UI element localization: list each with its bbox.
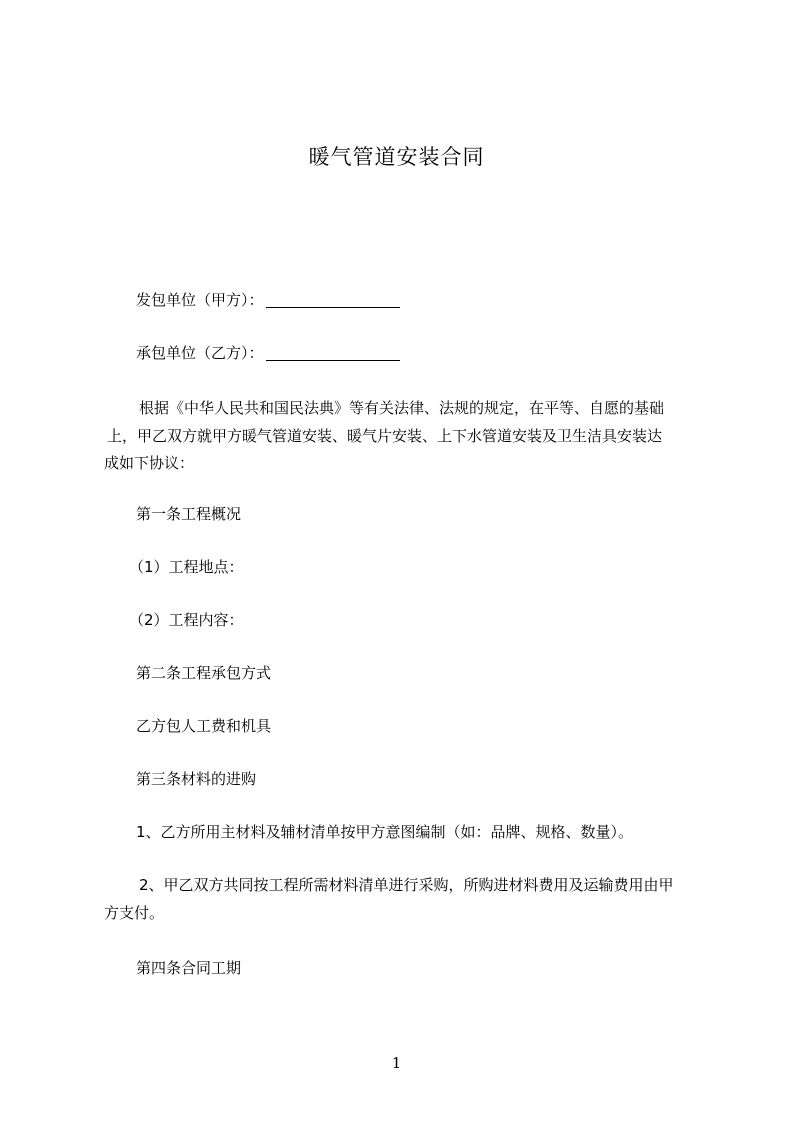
article-1-item-1: （1）工程地点：: [129, 558, 244, 576]
article-3-item-2-line-2: 方支付。: [104, 904, 165, 922]
party-a-label: 发包单位（甲方）：: [136, 291, 264, 309]
party-b-blank: [266, 344, 400, 361]
party-a-line: [136, 287, 400, 314]
article-2-heading: 第二条工程承包方式: [136, 664, 272, 682]
article-4-heading: 第四条合同工期: [136, 959, 242, 977]
preamble-line-1: 根据《中华人民共和国民法典》等有关法律、法规的规定，在平等、自愿的基础: [139, 399, 665, 417]
party-b-line: [136, 340, 400, 367]
article-1-heading: 第一条工程概况: [136, 505, 242, 523]
article-3-item-1: 1、乙方所用主材料及辅材清单按甲方意图编制（如：品牌、规格、数量）。: [136, 823, 634, 841]
article-2-body: 乙方包人工费和机具: [136, 717, 272, 735]
contract-title: 暖气管道安装合同: [308, 145, 485, 169]
article-3-item-2-line-1: 2、甲乙双方共同按工程所需材料清单进行采购，所购进材料费用及运输费用由甲: [139, 876, 674, 894]
party-a-blank: [266, 291, 400, 308]
preamble-line-2: 上，甲乙双方就甲方暖气管道安装、暖气片安装、上下水管道安装及卫生洁具安装达: [107, 427, 663, 445]
page-number: 1: [391, 1054, 402, 1072]
article-3-heading: 第三条材料的进购: [136, 770, 257, 788]
party-b-label: 承包单位（乙方）：: [136, 344, 264, 362]
article-1-item-2: （2）工程内容：: [129, 611, 244, 629]
preamble-line-3: 成如下协议：: [104, 454, 195, 472]
